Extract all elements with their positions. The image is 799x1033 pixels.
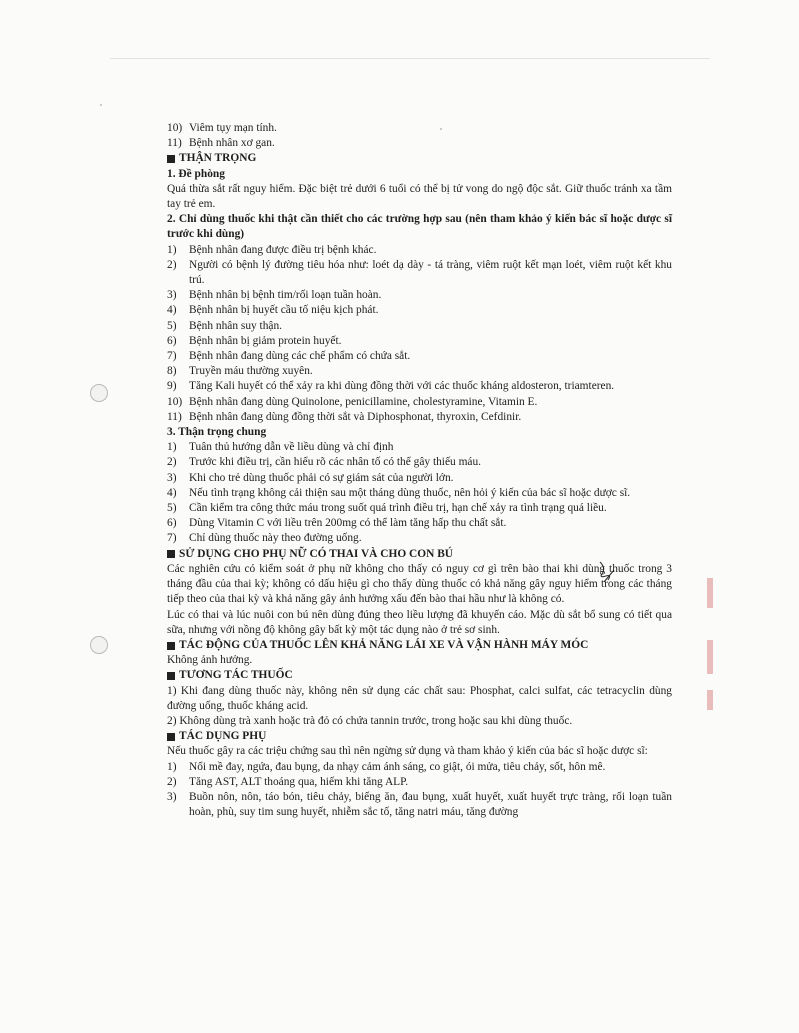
document-body xyxy=(167,121,672,820)
list-item: 2) Người có bệnh lý đường tiêu hóa như: loét dạ dày - tá tràng, viêm ruột kết mạn loét, viêm ruột kết khu trú. xyxy=(167,258,672,287)
list-item: 3) Bệnh nhân bị bệnh tim/rối loạn tuần hoàn. xyxy=(167,289,382,302)
paragraph: Không ảnh hưởng. xyxy=(167,654,253,667)
list-item: 1) Nổi mề đay, ngứa, đau bụng, da nhạy cảm ánh sáng, co giật, ói mửa, tiêu chảy, sốt, hôn mê. xyxy=(167,760,606,773)
square-bullet-icon xyxy=(167,733,175,741)
list-item: 5) Bệnh nhân suy thận. xyxy=(167,319,283,332)
general-caution-list xyxy=(167,440,672,546)
list-item: 7) Chỉ dùng thuốc này theo đường uống. xyxy=(167,532,362,545)
square-bullet-icon xyxy=(167,550,175,558)
square-bullet-icon xyxy=(167,155,175,163)
square-bullet-icon xyxy=(167,672,175,680)
list-item: 10) Viêm tụy mạn tính. xyxy=(167,122,277,134)
margin-stamp-mark xyxy=(707,578,713,608)
scan-speck xyxy=(100,104,102,106)
paragraph: Nếu thuốc gây ra các triệu chứng sau thì nên ngừng sử dụng và tham khảo ý kiến của bác sĩ hoặc dược sĩ: xyxy=(167,745,648,758)
list-item: 6) Dùng Vitamin C với liều trên 200mg có thể làm tăng hấp thu chất sắt. xyxy=(167,517,507,530)
subsection-title: 1. Đề phòng xyxy=(167,167,225,180)
list-item: 7) Bệnh nhân đang dùng các chế phẩm có chứa sắt. xyxy=(167,350,411,363)
section-heading-driving: TÁC ĐỘNG CỦA THUỐC LÊN KHẢ NĂNG LÁI XE VÀ VẬN HÀNH MÁY MÓC xyxy=(167,638,672,653)
section-heading-interactions: TƯƠNG TÁC THUỐC xyxy=(167,668,672,683)
list-item: 3) Khi cho trẻ dùng thuốc phải có sự giám sát của người lớn. xyxy=(167,471,454,484)
list-item: 4) Bệnh nhân bị huyết cầu tố niệu kịch phát. xyxy=(167,304,379,317)
subsection-title: 2. Chỉ dùng thuốc khi thật cần thiết cho các trường hợp sau (nên tham khảo ý kiến bác sĩ hoặc dược sĩ trước khi dùng) xyxy=(167,213,672,241)
list-item: 11) Bệnh nhân xơ gan. xyxy=(167,137,275,150)
section-heading-side-effects: TÁC DỤNG PHỤ xyxy=(167,729,672,744)
intro-list xyxy=(167,121,672,151)
list-item: 9) Tăng Kali huyết có thể xảy ra khi dùng đồng thời với các thuốc kháng aldosteron, triamteren. xyxy=(167,380,615,393)
punch-hole-icon xyxy=(90,384,108,402)
list-item: 2) Trước khi điều trị, cần hiểu rõ các nhân tố có thể gây thiếu máu. xyxy=(167,456,482,469)
margin-stamp-mark xyxy=(707,690,713,710)
square-bullet-icon xyxy=(167,642,175,650)
subsection-title: 3. Thận trọng chung xyxy=(167,426,267,439)
list-item: 1) Bệnh nhân đang được điều trị bệnh khác. xyxy=(167,243,377,256)
list-item: 10) Bệnh nhân đang dùng Quinolone, penicillamine, cholestyramine, Vitamin E. xyxy=(167,395,538,408)
section-heading-precautions: THẬN TRỌNG xyxy=(167,151,672,166)
list-item: 8) Truyền máu thường xuyên. xyxy=(167,365,313,378)
scan-edge-line xyxy=(110,58,710,59)
side-effects-list xyxy=(167,760,672,821)
list-item: 3) Buồn nôn, nôn, táo bón, tiêu chảy, biếng ăn, đau bụng, xuất huyết, xuất huyết trực tràng, rối loạn tuần hoàn, phù, suy tim sung huyết, nhiễm sắc tố, tăng natri máu, tăng đường xyxy=(167,790,672,819)
paragraph: Quá thừa sắt rất nguy hiểm. Đặc biệt trẻ dưới 6 tuổi có thể bị tử vong do ngộ độc sắt. Giữ thuốc tránh xa tầm tay trẻ em. xyxy=(167,182,672,211)
caution-list xyxy=(167,243,672,425)
list-item: 1) Tuân thủ hướng dẫn về liều dùng và chỉ định xyxy=(167,441,394,454)
list-item: 5) Cần kiểm tra công thức máu trong suốt quá trình điều trị, hạn chế xảy ra tình trạng quá liều. xyxy=(167,502,607,515)
section-heading-pregnancy: SỬ DỤNG CHO PHỤ NỮ CÓ THAI VÀ CHO CON BÚ xyxy=(167,547,672,562)
paragraph: Các nghiên cứu có kiểm soát ở phụ nữ không cho thấy có nguy cơ gì trên bào thai khi dùng thuốc trong 3 tháng đầu của thai kỳ; không có dấu hiệu gì cho thấy dùng thuốc có khả năng gây nguy hiểm trong các tháng tiếp theo của thai kỳ và khả năng gây ảnh hưởng xấu đến bào thai hầu như là không có. xyxy=(167,562,672,606)
list-item: 6) Bệnh nhân bị giảm protein huyết. xyxy=(167,334,342,347)
paragraph: 2) Không dùng trà xanh hoặc trà đỏ có chứa tannin trước, trong hoặc sau khi dùng thuốc. xyxy=(167,714,573,727)
list-item: 11) Bệnh nhân đang dùng đồng thời sắt và Diphosphonat, thyroxin, Cefdinir. xyxy=(167,410,522,423)
list-item: 2) Tăng AST, ALT thoáng qua, hiếm khi tăng ALP. xyxy=(167,775,409,788)
margin-stamp-mark xyxy=(707,640,713,674)
list-item: 4) Nếu tình trạng không cải thiện sau một tháng dùng thuốc, nên hỏi ý kiến của bác sĩ hoặc dược sĩ. xyxy=(167,486,631,499)
paragraph: 1) Khi đang dùng thuốc này, không nên sử dụng các chất sau: Phosphat, calci sulfat, các tetracyclin dùng đường uống, thuốc kháng acid. xyxy=(167,684,672,712)
paragraph: Lúc có thai và lúc nuôi con bú nên dùng đúng theo liều lượng đã khuyến cáo. Mặc dù sắt bổ sung có tiết qua sữa, nhưng với nồng độ không gây bất kỳ một tác dụng nào ở trẻ sơ sinh. xyxy=(167,608,672,636)
punch-hole-icon xyxy=(90,636,108,654)
